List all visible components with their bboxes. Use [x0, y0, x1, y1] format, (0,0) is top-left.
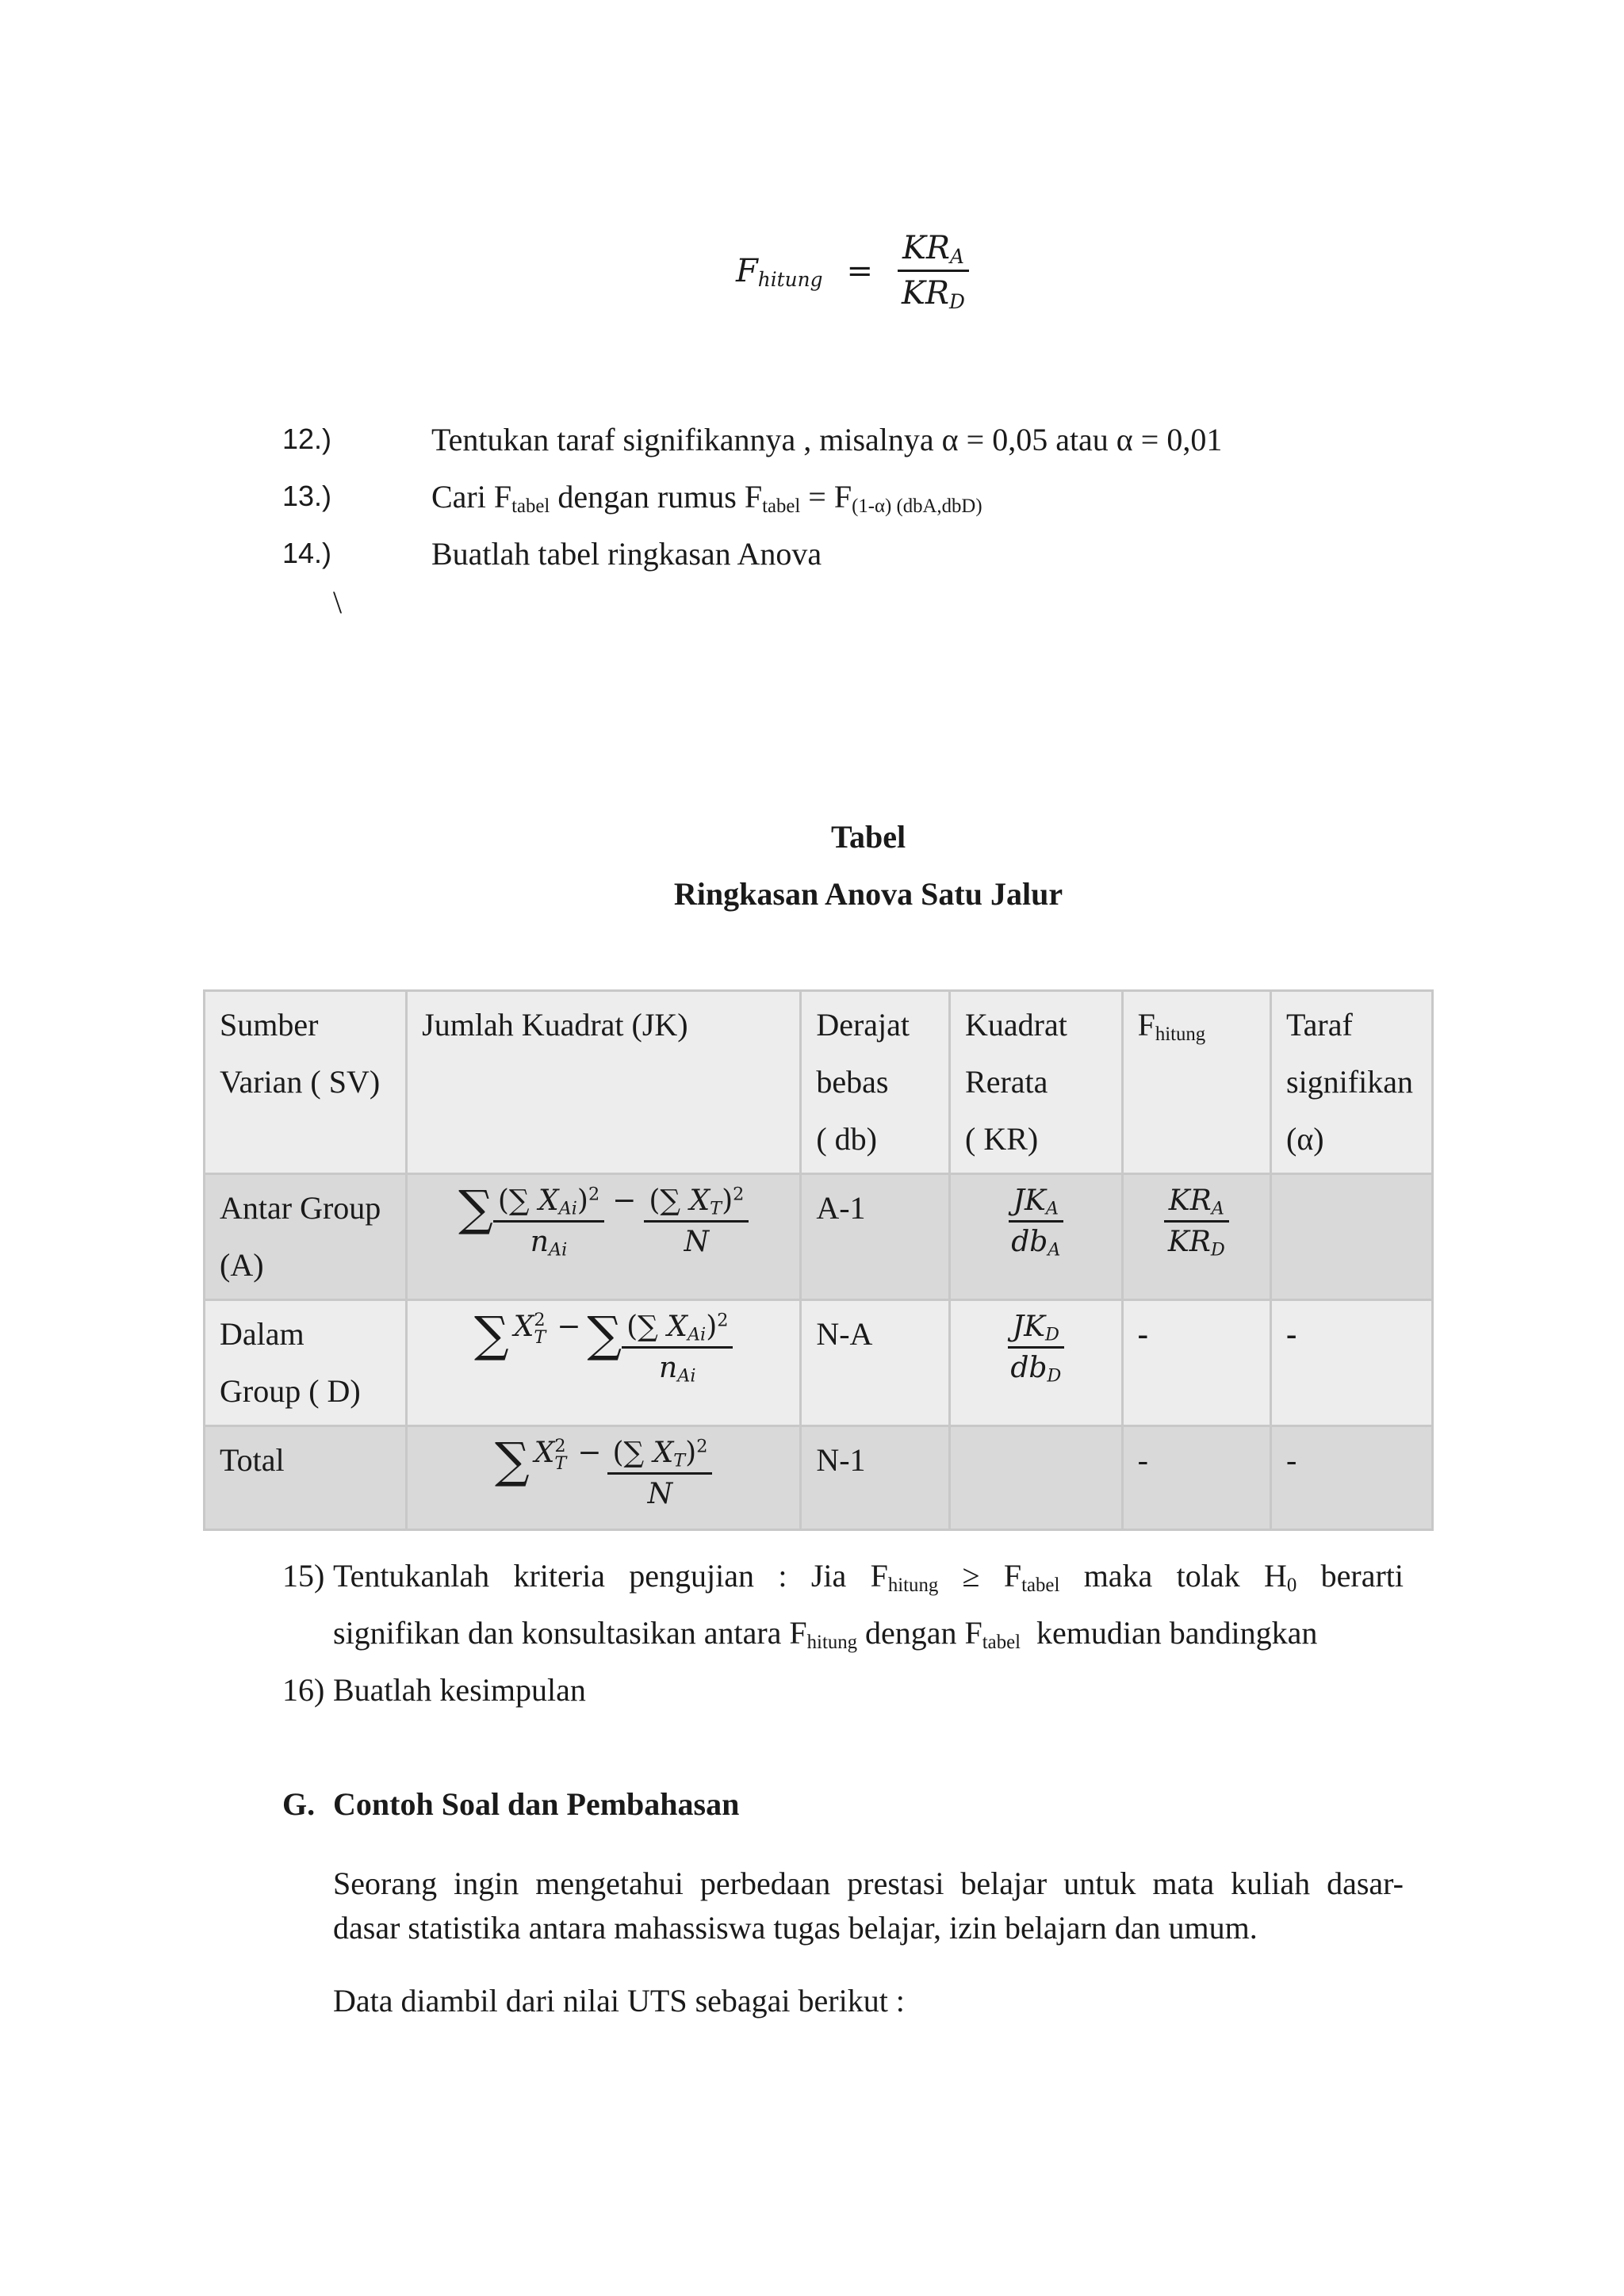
cell-jk-formula: ∑ X 2 T − ∑ $\frac{(\sum X_{Ai})^2}{n_{Ai}}$ [407, 1300, 801, 1426]
step-text: Cari $F_{tabel}$ dengan rumus $F_{tabel} = F_{(1-\alpha) (dbA,dbD)}$ [431, 478, 982, 517]
table-row [205, 1426, 1433, 1530]
cell-sv: Antar Group (A) [205, 1174, 407, 1300]
cell-kr: $\frac{JK_A}{db_A}$ [950, 1174, 1123, 1300]
cell-jk-formula: ∑ $\frac{(\sum X_{Ai})^2}{n_{Ai}}$ − $\frac{(\sum X_T)^2}{N}$ [407, 1174, 801, 1300]
cell-db: N-1 [801, 1426, 950, 1530]
section-title: Contoh Soal dan Pembahasan [333, 1786, 740, 1822]
table-title: Tabel [830, 819, 906, 855]
step-text: Tentukan taraf signifikannya , misalnya α = 0,05 atau α = 0,01 [431, 421, 1223, 457]
section-letter: G. [282, 1786, 316, 1822]
cell-f: - [1122, 1300, 1270, 1426]
header-jk: Jumlah Kuadrat (JK) [407, 991, 801, 1174]
cell-f: - [1122, 1426, 1270, 1530]
step-14 [282, 525, 822, 582]
step-number: 14.) [282, 537, 332, 569]
paragraph-1-line-1: Seorang ingin mengetahui perbedaan prestasi belajar untuk mata kuliah dasar- [333, 1866, 1404, 1901]
header-sv: Sumber Varian ( SV) [205, 991, 407, 1174]
anova-summary-table [203, 989, 1434, 1531]
cell-alpha [1271, 1174, 1433, 1300]
step-15-line-1: Tentukanlah kriteria pengujian : Jia $F_{hitung} \ge F_{tabel}$ maka tolak $H_0$ berarti [333, 1558, 1404, 1597]
header-f-hitung: $F_{hitung}$ [1122, 991, 1270, 1174]
cell-db: A-1 [801, 1174, 950, 1300]
step-number: 13.) [282, 480, 332, 512]
formula-fraction: $\frac{KR_A}{KR_D}$ [897, 230, 970, 312]
table-row [205, 1300, 1433, 1426]
cell-sv: Dalam Group ( D) [205, 1300, 407, 1426]
formula-lhs: $F_{hitung}$ [736, 252, 823, 291]
table-subtitle: Ringkasan Anova Satu Jalur [673, 876, 1063, 912]
table-header-row [205, 991, 1433, 1174]
stray-backslash: \ [333, 584, 343, 620]
cell-f: $\frac{KR_A}{KR_D}$ [1122, 1174, 1270, 1300]
cell-jk-formula: ∑ X 2 T − $\frac{(\sum X_T)^2}{N}$ [407, 1426, 801, 1530]
cell-db: N-A [801, 1300, 950, 1426]
step-text: Buatlah tabel ringkasan Anova [431, 535, 822, 572]
step-15-line-2: signifikan dan konsultasikan antara $F_{hitung}$ dengan $F_{tabel}$ kemudian bandingkan [333, 1615, 1318, 1654]
step-13 [282, 468, 982, 525]
paragraph-1-line-2: dasar statistika antara mahassiswa tugas belajar, izin belajarn dan umum. [333, 1910, 1258, 1946]
cell-alpha: - [1271, 1426, 1433, 1530]
header-kr: Kuadrat Rerata ( KR) [950, 991, 1123, 1174]
step-number: 12.) [282, 423, 332, 455]
header-alpha: Taraf signifikan (α) [1271, 991, 1433, 1174]
header-db: Derajat bebas ( db) [801, 991, 950, 1174]
cell-sv: Total [205, 1426, 407, 1530]
cell-kr: $\frac{JK_D}{db_D}$ [950, 1300, 1123, 1426]
paragraph-2: Data diambil dari nilai UTS sebagai berikut : [333, 1983, 905, 2019]
formula-equals: = [846, 252, 873, 289]
cell-kr [950, 1426, 1123, 1530]
step-15-number: 15) [282, 1558, 325, 1594]
formula-f-hitung [736, 230, 970, 312]
cell-alpha: - [1271, 1300, 1433, 1426]
step-16-number: 16) [282, 1672, 325, 1708]
table-row [205, 1174, 1433, 1300]
step-16-text: Buatlah kesimpulan [333, 1672, 586, 1708]
step-12 [282, 411, 1222, 468]
